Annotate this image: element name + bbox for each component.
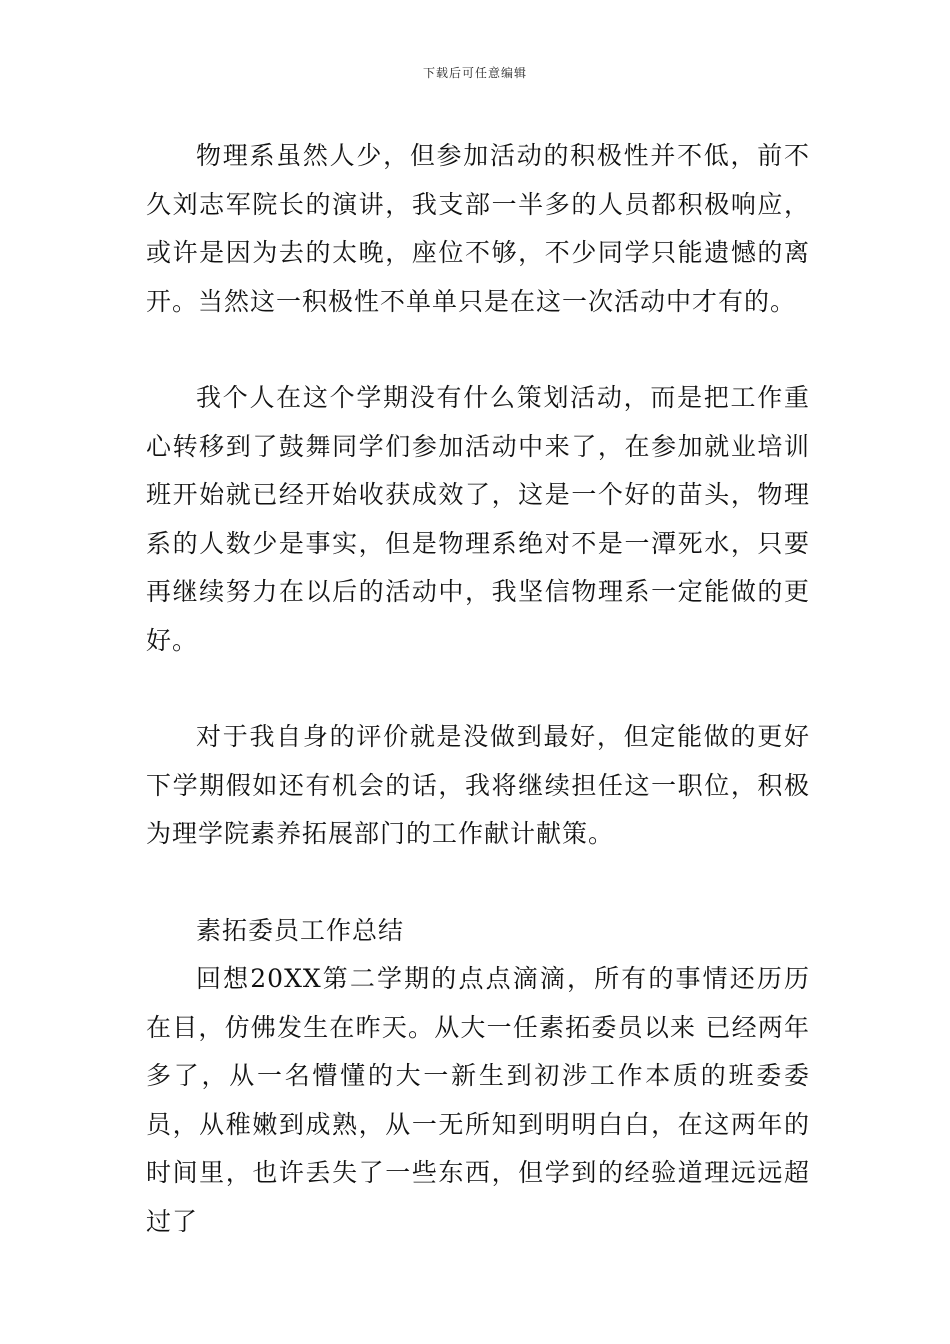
paragraph-1: 物理系虽然人少，但参加活动的积极性并不低，前不久刘志军院长的演讲，我支部一半多的人员都积极响应，或许是因为去的太晚，座位不够，不少同学只能遗憾的离开。当然这一积极性不单单只是在这一次活动中才有的。 — [146, 141, 810, 316]
paragraph-gap — [146, 859, 810, 907]
paragraph-3: 对于我自身的评价就是没做到最好，但定能做的更好下学期假如还有机会的话，我将继续担任这一职位，积极为理学院素养拓展部门的工作献计献策。 — [146, 722, 810, 848]
paragraph-gap — [146, 326, 810, 374]
section-title: 素拓委员工作总结 — [196, 915, 405, 945]
paragraph-2: 我个人在这个学期没有什么策划活动，而是把工作重心转移到了鼓舞同学们参加活动中来了，在参加就业培训班开始就已经开始收获成效了，这是一个好的苗头，物理系的人数少是事实，但是物理系绝对不是一潭死水，只要再继续努力在以后的活动中，我坚信物理系一定能做的更好。 — [146, 383, 810, 655]
page-header: 下载后可任意编辑 — [422, 66, 527, 80]
paragraph-gap — [146, 665, 810, 713]
document-body — [146, 132, 810, 1246]
section-paragraph: 回想20XX第二学期的点点滴滴，所有的事情还历历在目，仿佛发生在昨天。从大一任素拓委员以来 已经两年多了，从一名懵懂的大一新生到初涉工作本质的班委委员，从稚嫩到成熟，从一无所知到明明白白，在这两年的时间里，也许丢失了一些东西，但学到的经验道理远远超过了 — [146, 964, 810, 1236]
